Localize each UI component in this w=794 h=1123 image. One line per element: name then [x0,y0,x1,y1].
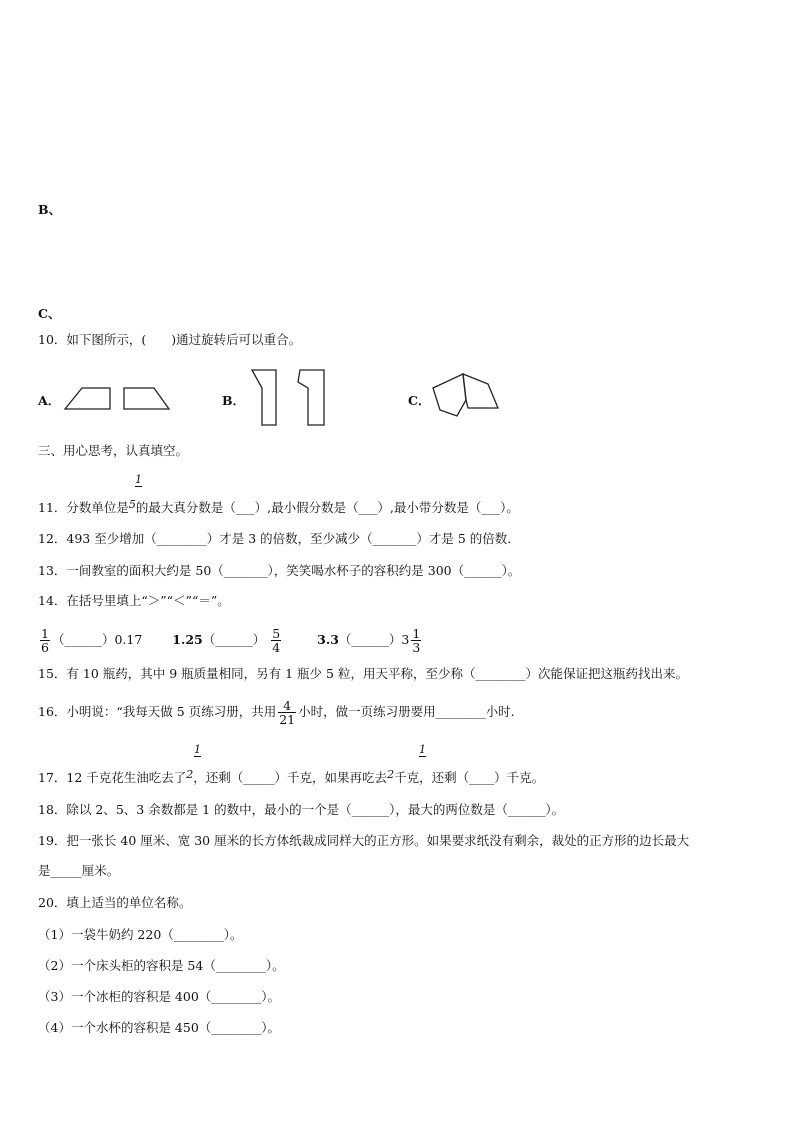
q10-option-b-figure [248,368,330,428]
q11-unit-fraction [135,474,142,488]
pentagon-left [433,374,466,416]
q17-suffix: 千克，还剩（____）千克。 [394,770,545,785]
q20-item-3: （3）一个冰柜的容积是 400（________）。 [38,989,281,1004]
q20-item-1: （1）一袋牛奶约 220（________）。 [38,927,243,942]
q14-f2-den: 4 [272,640,281,655]
q14-blank-1: （______）0.17 [51,632,143,647]
trapezoid-right [124,388,169,409]
question-12: 12．493 至少增加（________）才是 3 的倍数，至少减少（_______）才是 5 的倍数. [38,531,512,546]
question-16 [38,694,515,730]
q20-item-4: （4）一个水杯的容积是 450（________）。 [38,1020,281,1035]
question-10: 10．如下图所示，( )通过旋转后可以重合。 [38,332,302,347]
q14-comparisons [38,622,423,658]
q14-fraction-3 [411,627,421,654]
q17-mid: ，还剩（_____）千克，如果再吃去 [193,770,388,785]
question-11 [38,497,519,516]
section-3-heading: 三、用心思考，认真填空。 [38,443,189,458]
shape-b-right [298,370,324,425]
q16-fraction [278,699,296,726]
q14-value-3: 3.3 [317,632,339,647]
q20-item-2: （2）一个床头柜的容积是 54（________）。 [38,958,285,973]
q16-f-den: 21 [279,712,296,727]
q11-frac-bar [135,486,142,487]
q14-f1-den: 6 [41,640,49,655]
q14-value-2: 1.25 [172,632,203,647]
question-17 [38,767,544,786]
q14-f1-num: 1 [41,626,49,641]
question-13: 13．一间教室的面积大约是 50（_______），笑笑喝水杯子的容积约是 300（______）。 [38,563,521,578]
q14-fraction-2 [271,627,281,654]
q14-blank-3: （______）3 [338,632,410,647]
q14-blank-2: （______） [202,632,266,647]
pentagon-right [463,374,498,408]
q17-f2-num: 1 [419,743,426,756]
question-20: 20．填上适当的单位名称。 [38,895,192,910]
q11-frac-den: 5 [128,498,136,511]
shape-b-left [252,370,276,425]
option-c-label: C、 [38,306,61,321]
q14-f3-num: 1 [412,626,421,641]
q10-option-c-label: C． [408,393,431,408]
question-18: 18．除以 2、5、3 余数都是 1 的数中，最小的一个是（______），最大的两位数是（______）。 [38,802,565,817]
q17-f2-bar [419,756,426,757]
q17-f1-num: 1 [194,743,201,756]
q10-option-b-label: B． [222,393,246,408]
q11-frac-num: 1 [135,473,142,486]
question-19-line-2: 是_____厘米。 [38,863,120,878]
q14-f2-num: 5 [272,626,281,641]
q17-fraction-1 [194,744,201,758]
q17-f2-den: 2 [387,768,395,781]
q11-suffix: 的最大真分数是（___）,最小假分数是（___）,最小带分数是（___）。 [135,500,519,515]
trapezoid-left [65,388,110,409]
q14-fraction-1 [40,627,50,654]
q16-suffix: 小时，做一页练习册要用________小时. [298,704,515,719]
question-19-line-1: 19．把一张长 40 厘米、宽 30 厘米的长方体纸裁成同样大的正方形。如果要求纸没有剩余，裁处的正方形的边长最大 [38,833,690,848]
q10-option-a-figure [62,384,172,412]
q10-option-c-figure [430,370,502,420]
q14-f3-den: 3 [412,640,421,655]
q17-f1-bar [194,756,201,757]
option-b-label: B、 [38,202,62,217]
q16-f-num: 4 [278,699,296,713]
q17-fraction-2 [419,744,426,758]
q10-option-a-label: A． [38,393,61,408]
q17-f1-den: 2 [186,768,194,781]
question-14: 14．在括号里填上“＞”“＜”“＝”。 [38,593,230,608]
question-15: 15．有 10 瓶药，其中 9 瓶质量相同，另有 1 瓶少 5 粒，用天平称，至少称（________）次能保证把这瓶药找出来。 [38,666,688,681]
q16-prefix: 16．小明说：“我每天做 5 页练习册，共用 [38,704,277,719]
q17-prefix: 17．12 千克花生油吃去了 [38,770,187,785]
q11-prefix: 11．分数单位是 [38,500,129,515]
